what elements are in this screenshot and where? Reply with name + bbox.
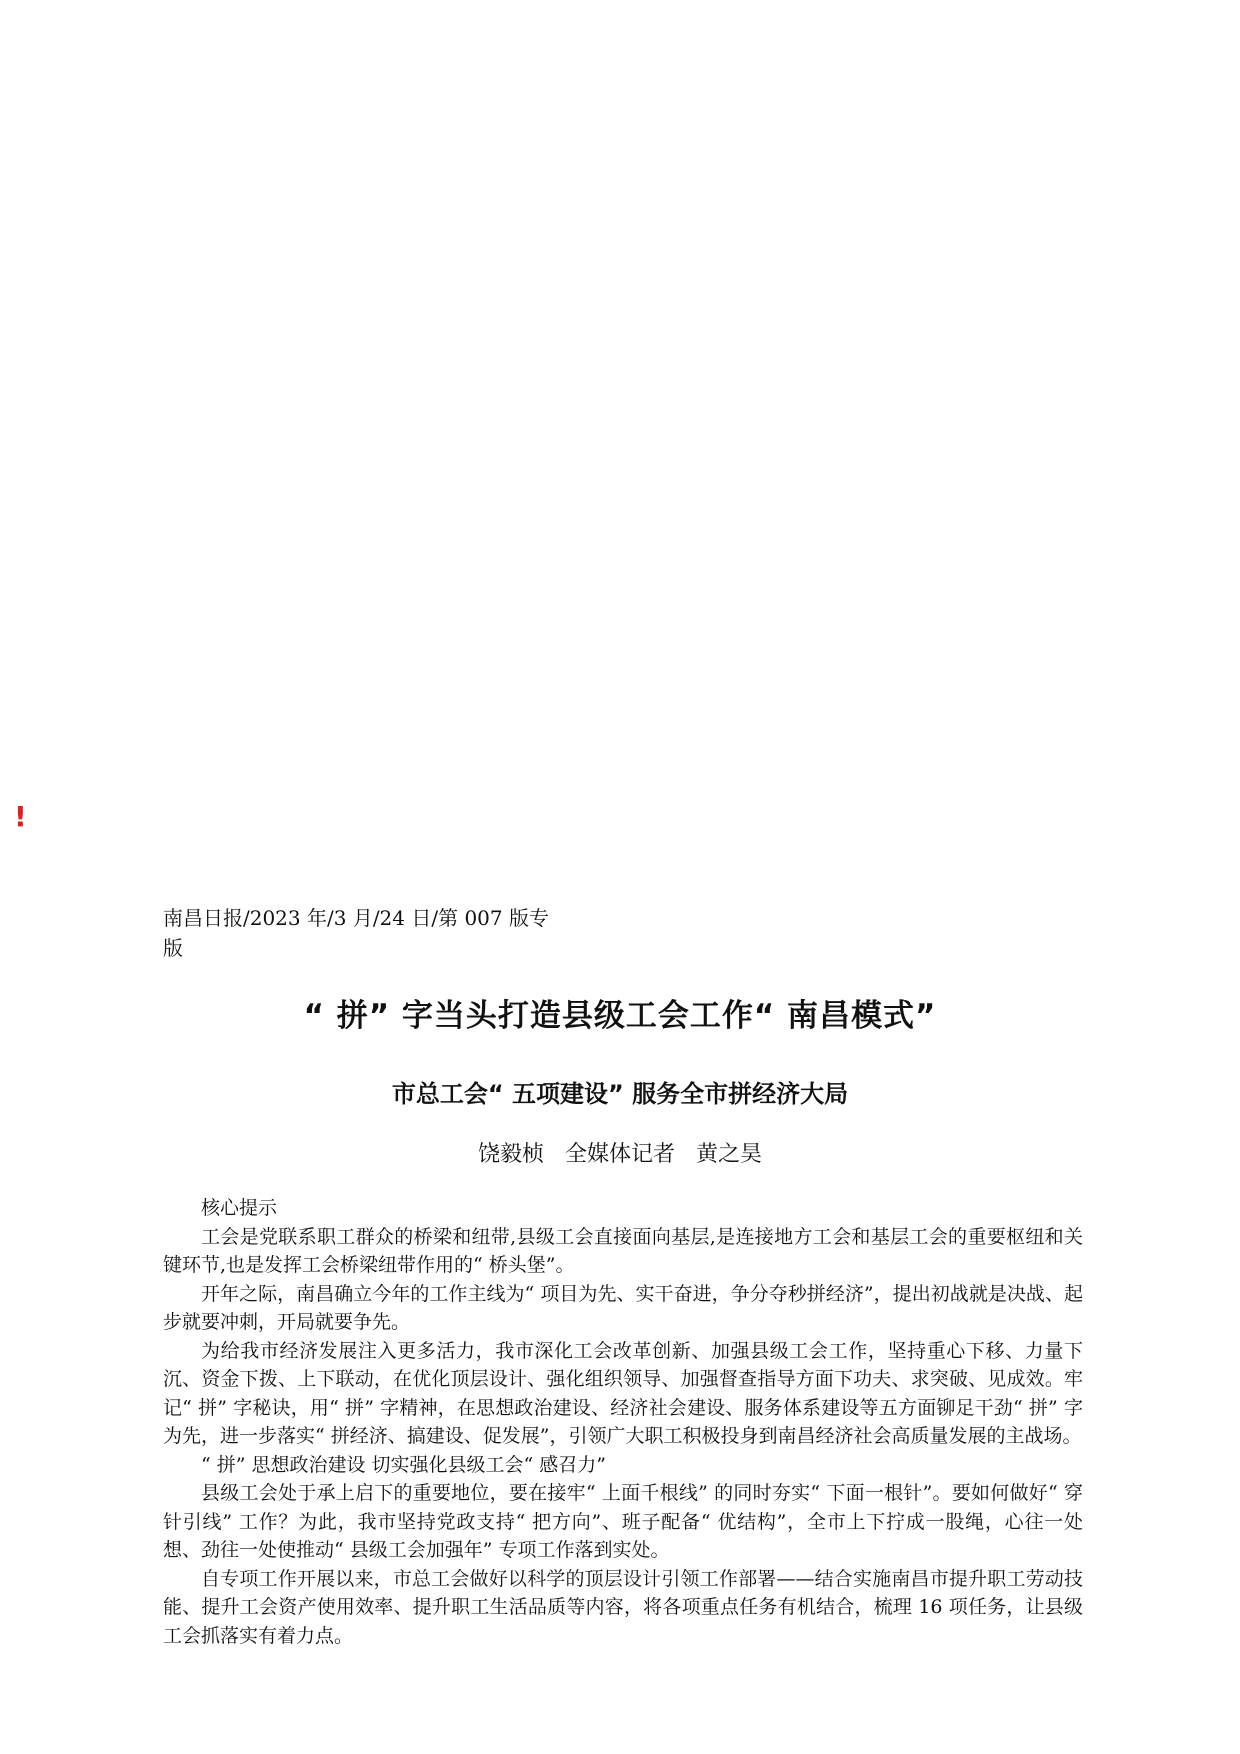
section-heading: “ 拼” 思想政治建设 切实强化县级工会“ 感召力” [201, 1453, 607, 1476]
article-title: “ 拼” 字当头打造县级工会工作“ 南昌模式” [303, 998, 937, 1034]
paragraph: 自专项工作开展以来，市总工会做好以科学的顶层设计引领工作部署——结合实施南昌市提升职工劳动技能、提升工会资产使用效率、提升职工生活品质等内容，将各项重点任务有机结合，梳理 16 项任务，让县级工会抓落实有着力点。 [163, 1567, 1083, 1647]
paragraph: 开年之际，南昌确立今年的工作主线为“ 项目为先、实干奋进，争分夺秒拼经济”，提出初战就是决战、起步就要冲刺，开局就要争先。 [163, 1282, 1083, 1333]
article-subtitle: 市总工会“ 五项建设” 服务全市拼经济大局 [391, 1080, 849, 1108]
paragraph: 县级工会处于承上启下的重要地位，要在接牢“ 上面千根线” 的同时夯实“ 下面一根针”。要如何做好“ 穿针引线” 工作？为此，我市坚持党政支持“ 把方向”、班子配备“ 优结构”，全市上下拧成一股绳，心往一处想、劲往一处使推动“ 县级工会加强年” 专项工作落到实处。 [163, 1482, 1083, 1561]
section-label: 核心提示 [201, 1197, 278, 1219]
dateline: 南昌日报/2023 年/3 月/24 日/第 007 版专版 [163, 906, 549, 960]
paragraph: 为给我市经济发展注入更多活力，我市深化工会改革创新、加强县级工会工作，坚持重心下移、力量下沉、资金下拨、上下联动，在优化顶层设计、强化组织领导、加强督查指导方面下功夫、求突破、见成效。牢记“ 拼” 字秘诀，用“ 拼” 字精神，在思想政治建设、经济社会建设、服务体系建设等五方面铆足干劲“ 拼” 字为先，进一步落实“ 拼经济、搞建设、促发展”，引领广大职工积极投身到南昌经济社会高质量发展的主战场。 [163, 1339, 1083, 1447]
red-exclamation-mark: ! [14, 800, 27, 833]
byline: 饶毅桢 全媒体记者 黄之昊 [478, 1142, 762, 1167]
paragraph: 工会是党联系职工群众的桥梁和纽带,县级工会直接面向基层,是连接地方工会和基层工会的重要枢纽和关键环节,也是发挥工会桥梁纽带作用的“ 桥头堡”。 [163, 1225, 1083, 1276]
article-body [163, 1194, 1083, 1650]
